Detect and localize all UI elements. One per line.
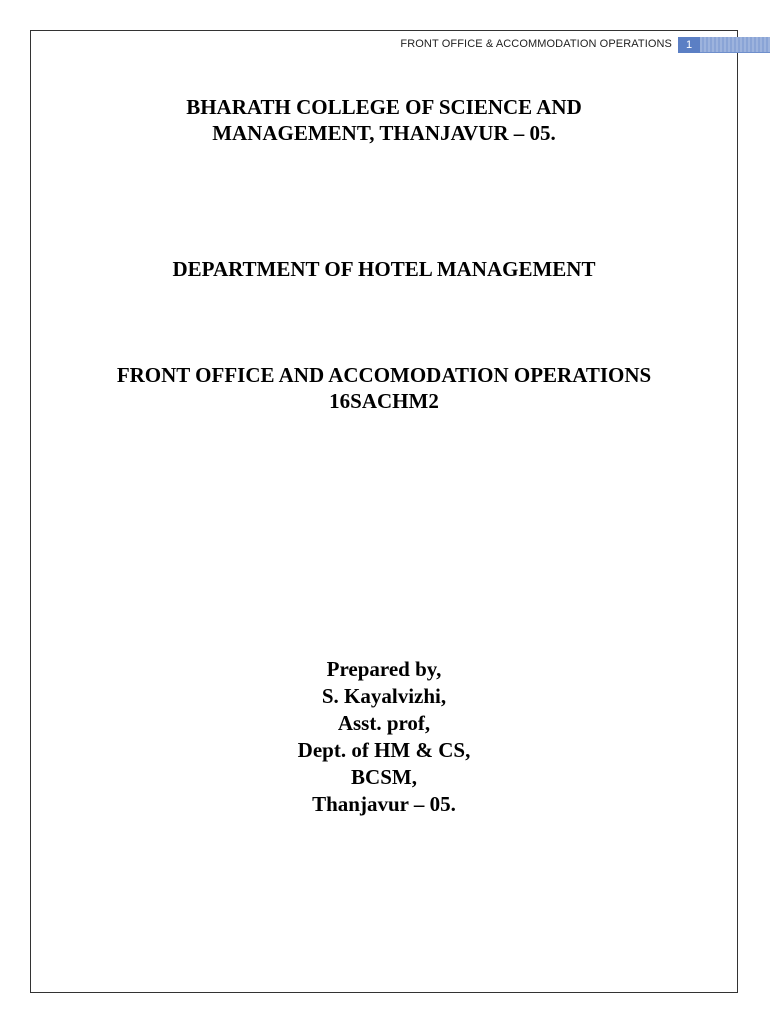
page-number: 1 — [678, 37, 700, 53]
department-name: DEPARTMENT OF HOTEL MANAGEMENT — [172, 257, 596, 281]
course-code: 16SACHM2 — [329, 389, 439, 413]
course-block — [30, 362, 738, 414]
college-name-line-1: BHARATH COLLEGE OF SCIENCE AND — [186, 95, 582, 119]
prepared-by-block — [30, 656, 738, 818]
author-location: Thanjavur – 05. — [312, 792, 456, 816]
author-institution: BCSM, — [351, 765, 417, 789]
page-border — [30, 30, 738, 993]
author-designation: Asst. prof, — [337, 711, 431, 735]
author-name: S. Kayalvizhi, — [321, 684, 447, 708]
department-title — [30, 256, 738, 282]
course-title: FRONT OFFICE AND ACCOMODATION OPERATIONS — [116, 363, 652, 387]
college-name-line-2: MANAGEMENT, THANJAVUR – 05. — [212, 121, 556, 145]
college-name — [30, 94, 738, 146]
author-department: Dept. of HM & CS, — [297, 738, 471, 762]
prepared-by-label: Prepared by, — [326, 657, 442, 681]
header-rule — [700, 37, 770, 53]
running-header: FRONT OFFICE & ACCOMMODATION OPERATIONS — [400, 38, 672, 50]
